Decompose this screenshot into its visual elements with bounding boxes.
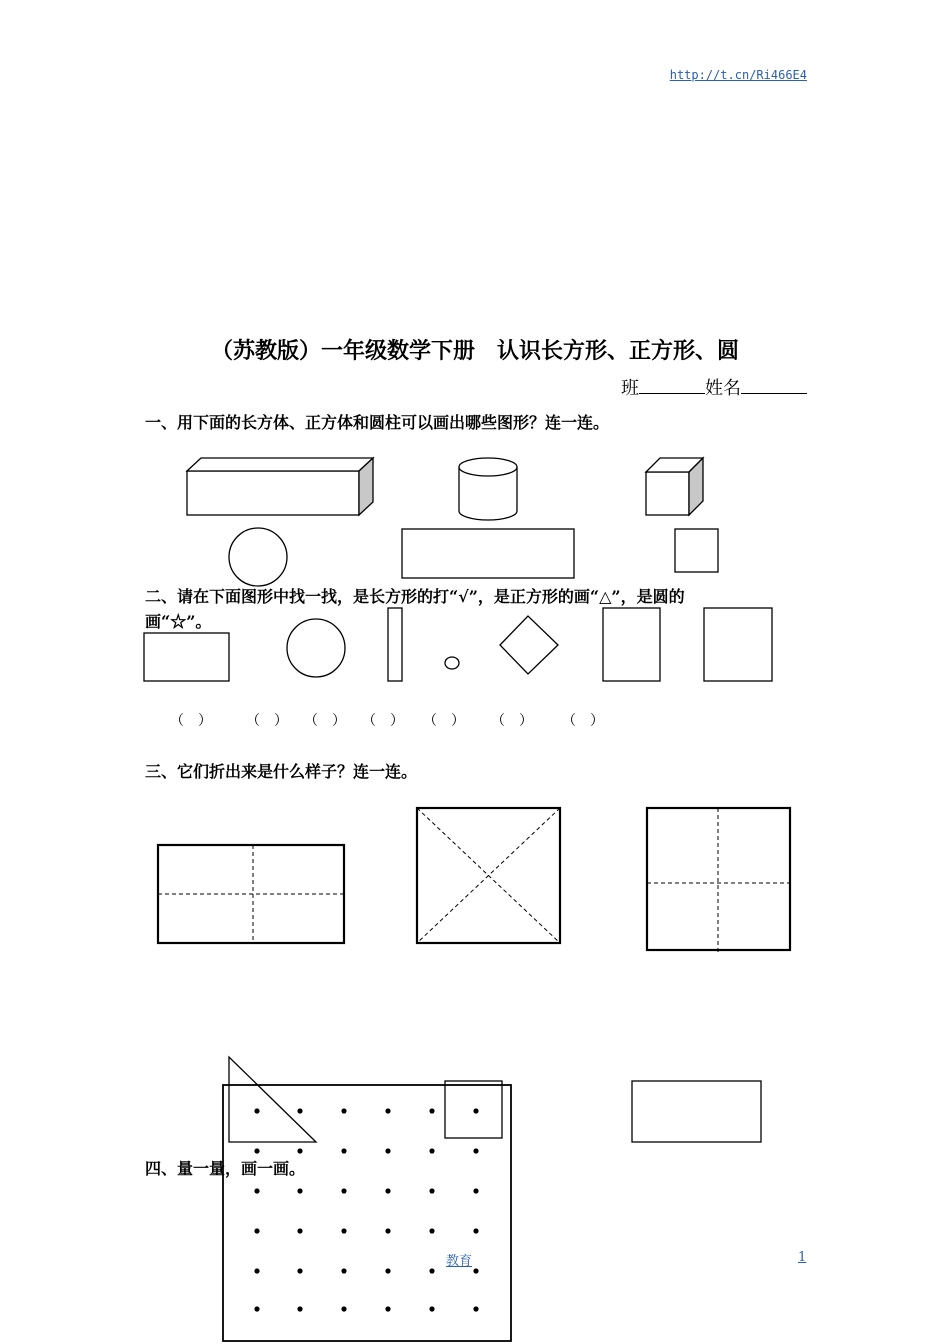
q2-rectangle-wide[interactable] [144,633,229,681]
cylinder-solid[interactable] [459,458,517,520]
answer-paren-2[interactable]: （ ） [246,713,288,729]
q2-rectangle-tall[interactable] [603,608,660,681]
page-number: 1 [798,1250,807,1265]
grid-dot[interactable] [341,1148,346,1153]
grid-dot[interactable] [254,1108,259,1113]
result-triangle[interactable] [229,1057,316,1142]
answer-paren-7[interactable]: （ ） [562,713,604,729]
grid-dot[interactable] [385,1108,390,1113]
grid-dot[interactable] [254,1228,259,1233]
fold-square-diagonal[interactable] [417,808,560,943]
grid-dot[interactable] [254,1306,259,1311]
q1-square-shape[interactable] [675,529,718,572]
question-2-line2: 画“☆”。 [145,612,212,631]
dot-grid-board[interactable] [223,1085,511,1341]
name-label: 姓名 [705,378,741,399]
grid-dot[interactable] [341,1108,346,1113]
grid-dot[interactable] [297,1268,302,1273]
grid-dot[interactable] [254,1268,259,1273]
answer-paren-3[interactable]: （ ） [304,713,346,729]
grid-dot[interactable] [429,1188,434,1193]
q2-rectangle-thin[interactable] [388,608,402,681]
grid-dot[interactable] [341,1306,346,1311]
q1-rectangle-shape[interactable] [402,529,574,578]
grid-dot[interactable] [473,1228,478,1233]
grid-dot[interactable] [341,1228,346,1233]
footer-link[interactable]: 教育 [446,1254,473,1269]
question-2-line1: 二、请在下面图形中找一找，是长方形的打“√”，是正方形的画“△”，是圆的 [145,587,685,606]
grid-dot[interactable] [297,1228,302,1233]
grid-dot[interactable] [385,1228,390,1233]
q2-square-tilted[interactable] [500,616,558,674]
grid-dot[interactable] [473,1108,478,1113]
grid-dot[interactable] [254,1148,259,1153]
grid-dot[interactable] [385,1306,390,1311]
result-small-square[interactable] [445,1081,502,1138]
answer-paren-4[interactable]: （ ） [362,713,404,729]
grid-dot[interactable] [297,1108,302,1113]
grid-dot[interactable] [429,1268,434,1273]
fold-rectangle[interactable] [158,845,344,943]
question-3: 三、它们折出来是什么样子？连一连。 [145,762,418,781]
grid-dot[interactable] [429,1148,434,1153]
grid-dot[interactable] [385,1148,390,1153]
page-title: （苏教版）一年级数学下册 认识长方形、正方形、圆 [210,338,739,364]
grid-dot[interactable] [297,1306,302,1311]
grid-dot[interactable] [429,1228,434,1233]
grid-dot[interactable] [341,1268,346,1273]
grid-dot[interactable] [429,1306,434,1311]
grid-dot[interactable] [385,1268,390,1273]
q2-square[interactable] [704,608,772,681]
result-rectangle[interactable] [632,1081,761,1142]
q2-circle-large[interactable] [287,619,345,677]
q1-circle-shape[interactable] [229,528,287,586]
q2-circle-small[interactable] [445,657,459,669]
answer-paren-6[interactable]: （ ） [491,713,533,729]
grid-dot[interactable] [429,1108,434,1113]
cube-solid[interactable] [646,458,703,515]
grid-dot[interactable] [473,1148,478,1153]
grid-dot[interactable] [473,1268,478,1273]
answer-paren-5[interactable]: （ ） [423,713,465,729]
dot-grid[interactable] [254,1108,478,1311]
grid-dot[interactable] [341,1188,346,1193]
class-label: 班 [621,378,639,399]
grid-dot[interactable] [385,1188,390,1193]
grid-dot[interactable] [254,1188,259,1193]
answer-paren-1[interactable]: （ ） [170,713,212,729]
fold-square-cross[interactable] [647,808,790,955]
grid-dot[interactable] [297,1188,302,1193]
grid-dot[interactable] [297,1148,302,1153]
question-4: 四、量一量，画一画。 [145,1159,306,1178]
cuboid-solid[interactable] [187,458,373,515]
grid-dot[interactable] [473,1188,478,1193]
header-link[interactable]: http://t.cn/Ri466E4 [669,68,807,82]
question-1: 一、用下面的长方体、正方体和圆柱可以画出哪些图形？连一连。 [145,413,610,432]
grid-dot[interactable] [473,1306,478,1311]
